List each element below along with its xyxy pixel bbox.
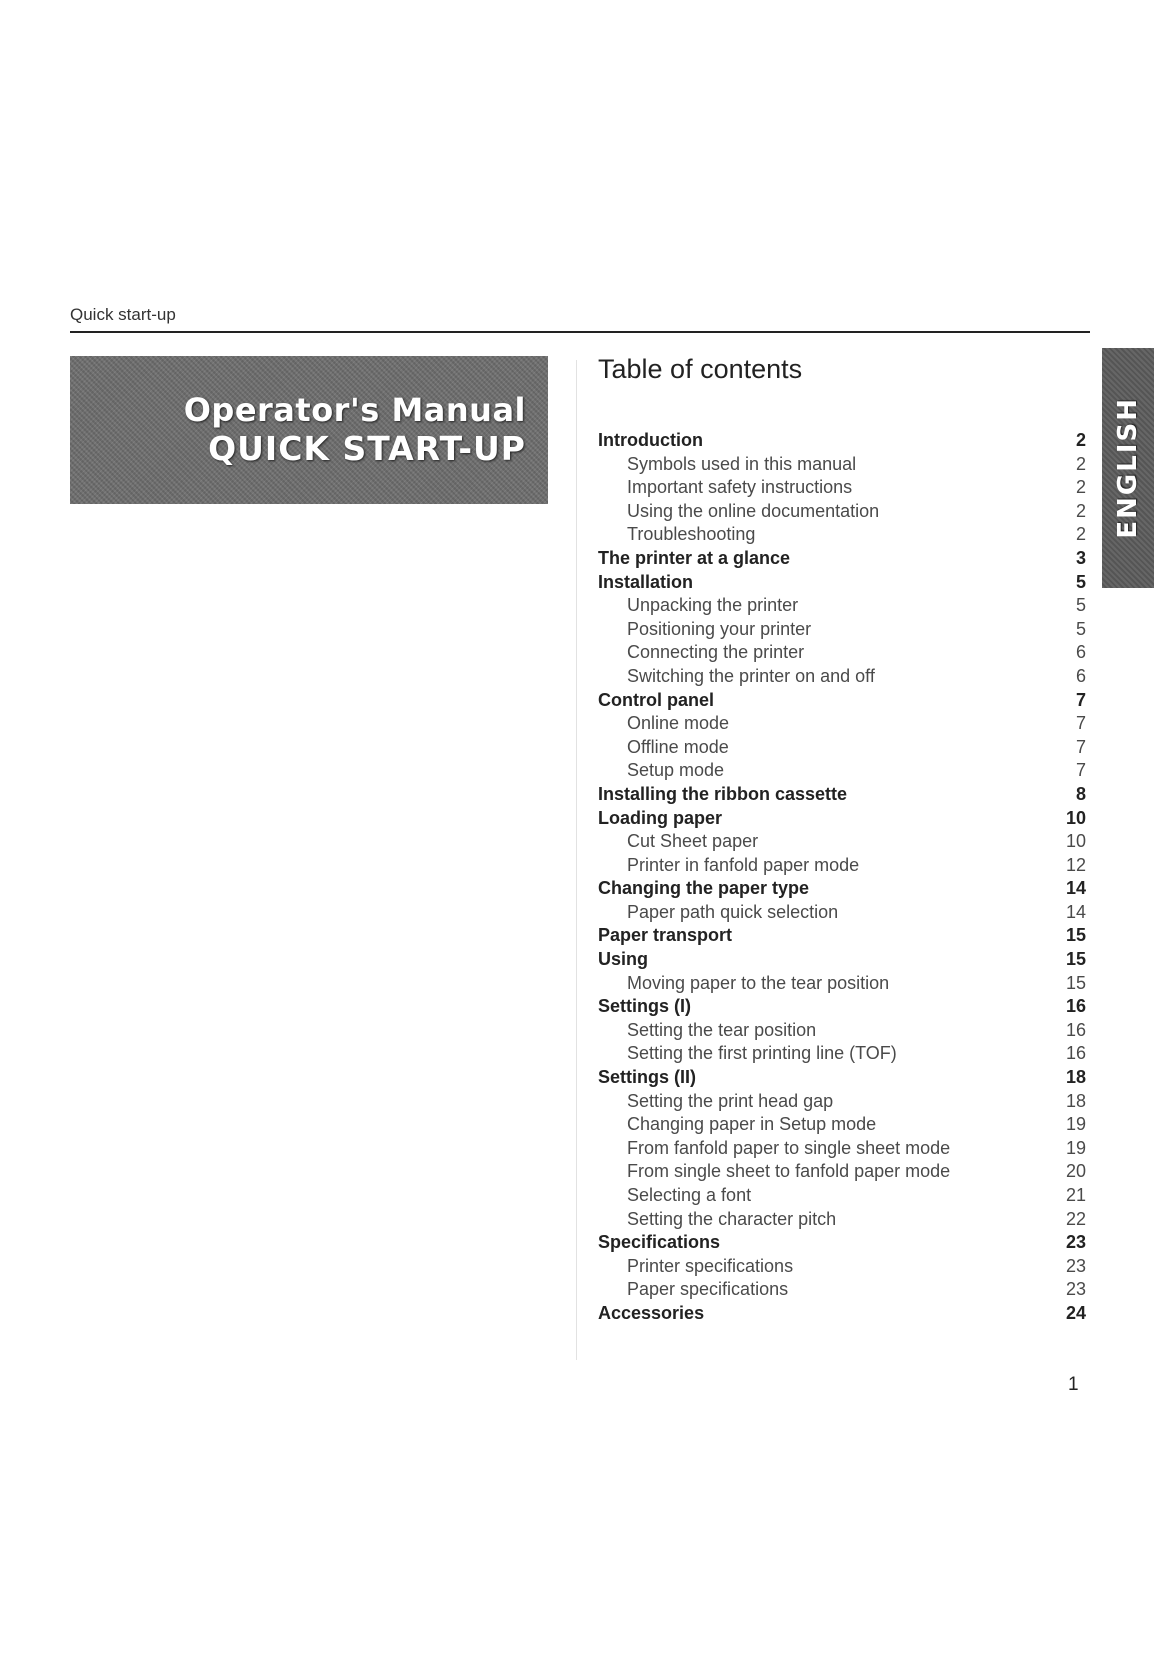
language-tab bbox=[1102, 348, 1154, 588]
toc-entry-label: Offline mode bbox=[627, 736, 729, 757]
toc-entry-label: Connecting the printer bbox=[627, 642, 805, 663]
toc-entry-label: Symbols used in this manual bbox=[627, 453, 857, 474]
toc-entry-page: 2 bbox=[1075, 477, 1086, 498]
toc-entry-label: Important safety instructions bbox=[627, 477, 853, 498]
toc-entry-label: Setting the print head gap bbox=[627, 1090, 834, 1111]
toc-section-entry bbox=[598, 878, 1086, 902]
toc-entry-label: From single sheet to fanfold paper mode bbox=[627, 1161, 951, 1182]
toc-entry-label: Accessories bbox=[598, 1302, 705, 1323]
toc-title: Table of contents bbox=[598, 354, 803, 384]
toc-entry-label: Paper specifications bbox=[627, 1279, 789, 1300]
toc-subsection-entry bbox=[598, 973, 1086, 997]
toc-section-entry bbox=[598, 1303, 1086, 1327]
toc-entry-page: 18 bbox=[1065, 1067, 1086, 1088]
toc-entry-label: Printer specifications bbox=[627, 1255, 794, 1276]
toc-entry-page: 12 bbox=[1065, 854, 1086, 875]
toc-entry-page: 16 bbox=[1065, 1043, 1086, 1064]
toc-entry-label: Unpacking the printer bbox=[627, 595, 799, 616]
toc-entry-label: Using bbox=[598, 949, 649, 970]
toc-entry-label: Loading paper bbox=[598, 807, 723, 828]
toc-entry-label: Troubleshooting bbox=[627, 524, 756, 545]
toc-entry-page: 7 bbox=[1075, 736, 1086, 757]
toc-section-entry bbox=[598, 1067, 1086, 1091]
toc-entry-page: 15 bbox=[1065, 925, 1086, 946]
toc-entry-label: Installing the ribbon cassette bbox=[598, 783, 848, 804]
toc-entry-page: 15 bbox=[1065, 972, 1086, 993]
toc-section-entry bbox=[598, 996, 1086, 1020]
toc-entry-page: 2 bbox=[1075, 500, 1086, 521]
toc-subsection-entry bbox=[598, 1138, 1086, 1162]
language-tab-label: ENGLISH bbox=[1113, 397, 1143, 539]
toc-entry-page: 6 bbox=[1075, 642, 1086, 663]
toc-entry-label: Settings (I) bbox=[598, 996, 691, 1017]
toc-entry-page: 23 bbox=[1065, 1232, 1086, 1253]
toc-entry-page: 8 bbox=[1075, 783, 1086, 804]
toc-section-entry bbox=[598, 430, 1086, 454]
toc-section-entry bbox=[598, 548, 1086, 572]
toc-entry-page: 16 bbox=[1065, 1019, 1086, 1040]
toc-entry-label: Printer in fanfold paper mode bbox=[627, 854, 860, 875]
toc-entry-page: 7 bbox=[1075, 760, 1086, 781]
toc-entry-label: From fanfold paper to single sheet mode bbox=[627, 1137, 951, 1158]
toc-subsection-entry bbox=[598, 1043, 1086, 1067]
table-of-contents bbox=[598, 430, 1086, 1327]
toc-section-entry bbox=[598, 784, 1086, 808]
toc-section-entry bbox=[598, 949, 1086, 973]
toc-entry-page: 18 bbox=[1065, 1090, 1086, 1111]
toc-section-entry bbox=[598, 690, 1086, 714]
toc-entry-page: 7 bbox=[1075, 689, 1086, 710]
toc-subsection-entry bbox=[598, 737, 1086, 761]
toc-entry-page: 6 bbox=[1075, 665, 1086, 686]
toc-entry-label: Changing the paper type bbox=[598, 878, 810, 899]
toc-subsection-entry bbox=[598, 1185, 1086, 1209]
toc-subsection-entry bbox=[598, 1114, 1086, 1138]
toc-subsection-entry bbox=[598, 1161, 1086, 1185]
toc-entry-label: Setup mode bbox=[627, 760, 725, 781]
toc-entry-label: Paper path quick selection bbox=[627, 901, 839, 922]
toc-entry-page: 23 bbox=[1065, 1255, 1086, 1276]
toc-entry-page: 22 bbox=[1065, 1208, 1086, 1229]
toc-subsection-entry bbox=[598, 642, 1086, 666]
toc-subsection-entry bbox=[598, 1279, 1086, 1303]
toc-entry-label: Setting the tear position bbox=[627, 1019, 817, 1040]
toc-entry-page: 21 bbox=[1065, 1185, 1086, 1205]
toc-entry-label: Paper transport bbox=[598, 925, 733, 946]
toc-entry-page: 23 bbox=[1065, 1279, 1086, 1300]
toc-entry-page: 5 bbox=[1075, 618, 1086, 639]
header-rule bbox=[70, 331, 1090, 333]
toc-entry-label: Positioning your printer bbox=[627, 618, 812, 639]
toc-subsection-entry bbox=[598, 501, 1086, 525]
toc-entry-label: Introduction bbox=[598, 430, 703, 450]
toc-entry-page: 20 bbox=[1065, 1161, 1086, 1182]
toc-entry-page: 10 bbox=[1065, 807, 1086, 828]
toc-entry-page: 19 bbox=[1065, 1114, 1086, 1135]
toc-entry-page: 5 bbox=[1075, 595, 1086, 616]
toc-subsection-entry bbox=[598, 760, 1086, 784]
toc-subsection-entry bbox=[598, 713, 1086, 737]
toc-entry-page: 2 bbox=[1075, 453, 1086, 474]
toc-subsection-entry bbox=[598, 1256, 1086, 1280]
toc-subsection-entry bbox=[598, 1020, 1086, 1044]
toc-section-entry bbox=[598, 1232, 1086, 1256]
toc-subsection-entry bbox=[598, 666, 1086, 690]
toc-subsection-entry bbox=[598, 619, 1086, 643]
toc-entry-label: Selecting a font bbox=[627, 1185, 752, 1205]
toc-entry-page: 19 bbox=[1065, 1137, 1086, 1158]
toc-entry-page: 14 bbox=[1065, 901, 1086, 922]
toc-entry-label: Setting the character pitch bbox=[627, 1208, 837, 1229]
toc-entry-page: 24 bbox=[1065, 1302, 1086, 1323]
page-number: 1 bbox=[1068, 1374, 1079, 1395]
running-head: Quick start-up bbox=[70, 305, 176, 324]
toc-subsection-entry bbox=[598, 477, 1086, 501]
toc-entry-page: 10 bbox=[1065, 831, 1086, 852]
toc-subsection-entry bbox=[598, 1091, 1086, 1115]
toc-entry-label: Switching the printer on and off bbox=[627, 665, 875, 686]
toc-entry-label: Online mode bbox=[627, 713, 730, 734]
banner-title-line1: Operator's Manual bbox=[183, 391, 526, 429]
column-divider bbox=[576, 360, 577, 1360]
toc-entry-page: 14 bbox=[1065, 878, 1086, 899]
toc-entry-label: Cut Sheet paper bbox=[627, 831, 759, 852]
toc-section-entry bbox=[598, 572, 1086, 596]
toc-entry-label: Changing paper in Setup mode bbox=[627, 1114, 877, 1135]
toc-subsection-entry bbox=[598, 524, 1086, 548]
toc-entry-label: Settings (II) bbox=[598, 1067, 696, 1088]
toc-subsection-entry bbox=[598, 595, 1086, 619]
title-banner bbox=[70, 356, 548, 504]
toc-entry-label: Using the online documentation bbox=[627, 500, 880, 521]
toc-entry-page: 2 bbox=[1075, 524, 1086, 545]
toc-entry-label: Moving paper to the tear position bbox=[627, 972, 890, 993]
toc-subsection-entry bbox=[598, 831, 1086, 855]
toc-section-entry bbox=[598, 808, 1086, 832]
toc-entry-page: 15 bbox=[1065, 949, 1086, 970]
toc-entry-page: 7 bbox=[1075, 713, 1086, 734]
toc-entry-label: Control panel bbox=[598, 689, 714, 710]
banner-title-line2: QUICK START-UP bbox=[208, 429, 526, 469]
toc-entry-page: 2 bbox=[1075, 430, 1086, 450]
toc-entry-label: Installation bbox=[598, 571, 694, 592]
toc-subsection-entry bbox=[598, 1209, 1086, 1233]
toc-section-entry bbox=[598, 925, 1086, 949]
toc-entry-label: Setting the first printing line (TOF) bbox=[627, 1043, 897, 1064]
toc-entry-page: 3 bbox=[1075, 547, 1086, 568]
toc-entry-page: 16 bbox=[1065, 996, 1086, 1017]
toc-subsection-entry bbox=[598, 902, 1086, 926]
toc-subsection-entry bbox=[598, 855, 1086, 879]
toc-subsection-entry bbox=[598, 454, 1086, 478]
toc-entry-page: 5 bbox=[1075, 571, 1086, 592]
toc-entry-label: The printer at a glance bbox=[598, 547, 791, 568]
toc-entry-label: Specifications bbox=[598, 1232, 721, 1253]
